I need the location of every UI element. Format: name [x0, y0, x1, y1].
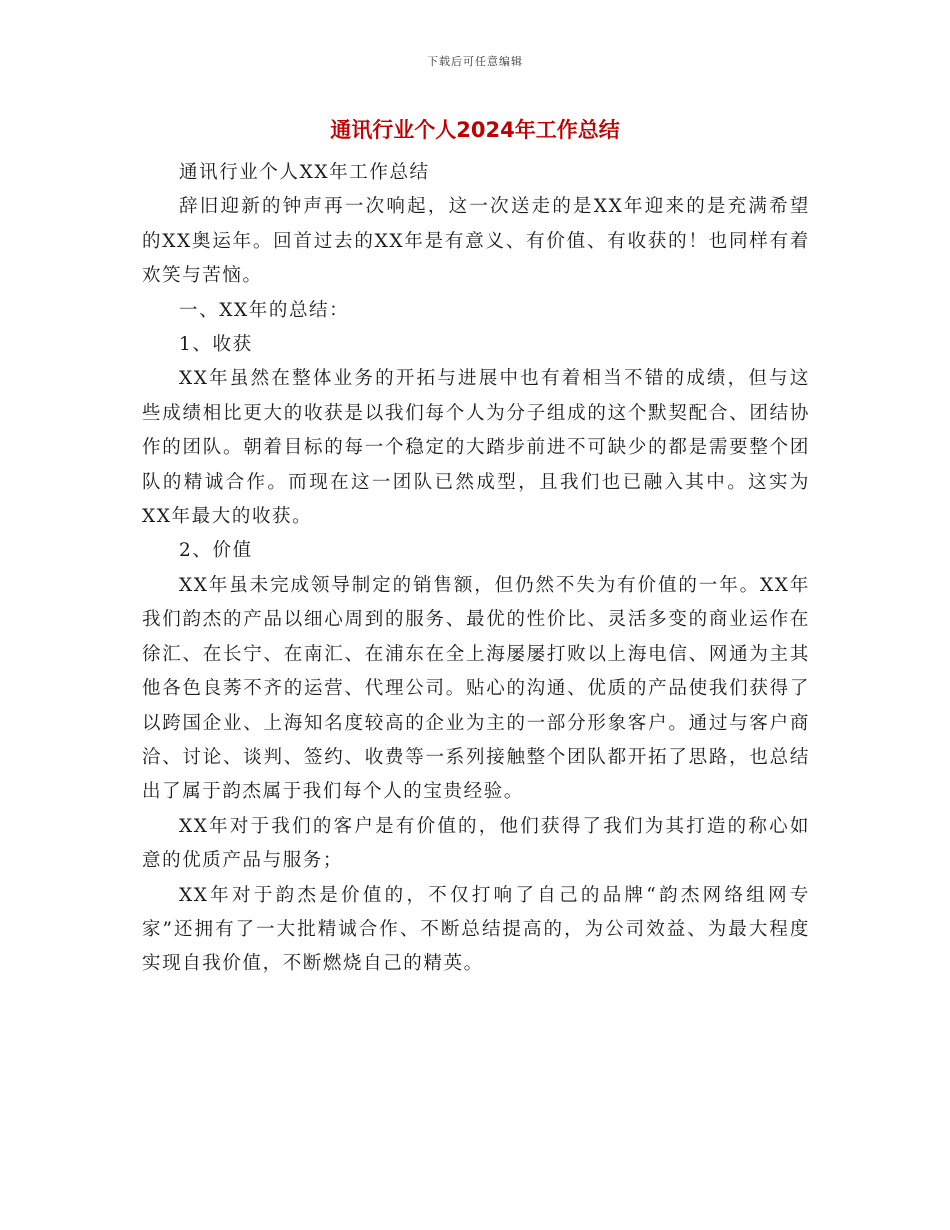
body-paragraph: XX年虽然在整体业务的开拓与进展中也有着相当不错的成绩，但与这些成绩相比更大的收获是以我们每个人为分子组成的这个默契配合、团结协作的团队。朝着目标的每一个稳定的大踏步前进不可缺少的都是需要整个团队的精诚合作。而现在这一团队已然成型，且我们也已融入其中。这实为XX年最大的收获。 [142, 368, 810, 528]
document-title: 通讯行业个人2024年工作总结 [330, 118, 620, 142]
section-heading: 一、XX年的总结： [179, 299, 350, 321]
body-paragraph: XX年对于我们的客户是有价值的，他们获得了我们为其打造的称心如意的优质产品与服务； [142, 815, 810, 872]
header-note: 下载后可任意编辑 [427, 55, 523, 68]
subsection-heading: 2、价值 [179, 540, 253, 562]
subsection-heading: 1、收获 [179, 334, 253, 356]
body-paragraph: XX年对于韵杰是价值的，不仅打响了自己的品牌“韵杰网络组网专家”还拥有了一大批精诚合作、不断总结提高的，为公司效益、为最大程度实现自我价值，不断燃烧自己的精英。 [142, 884, 810, 975]
body-paragraph: 通讯行业个人XX年工作总结 [179, 162, 430, 183]
body-paragraph: 辞旧迎新的钟声再一次响起，这一次送走的是XX年迎来的是充满希望的XX奥运年。回首过去的XX年是有意义、有价值、有收获的！也同样有着欢笑与苦恼。 [142, 196, 810, 287]
document-body [142, 156, 810, 982]
body-paragraph: XX年虽未完成领导制定的销售额，但仍然不失为有价值的一年。XX年我们韵杰的产品以细心周到的服务、最优的性价比、灵活多变的商业运作在徐汇、在长宁、在南汇、在浦东在全上海屡屡打败以上海电信、网通为主其他各色良莠不齐的运营、代理公司。贴心的沟通、优质的产品使我们获得了以跨国企业、上海知名度较高的企业为主的一部分形象客户。通过与客户商洽、讨论、谈判、签约、收费等一系列接触整个团队都开拓了思路，也总结出了属于韵杰属于我们每个人的宝贵经验。 [142, 574, 810, 803]
